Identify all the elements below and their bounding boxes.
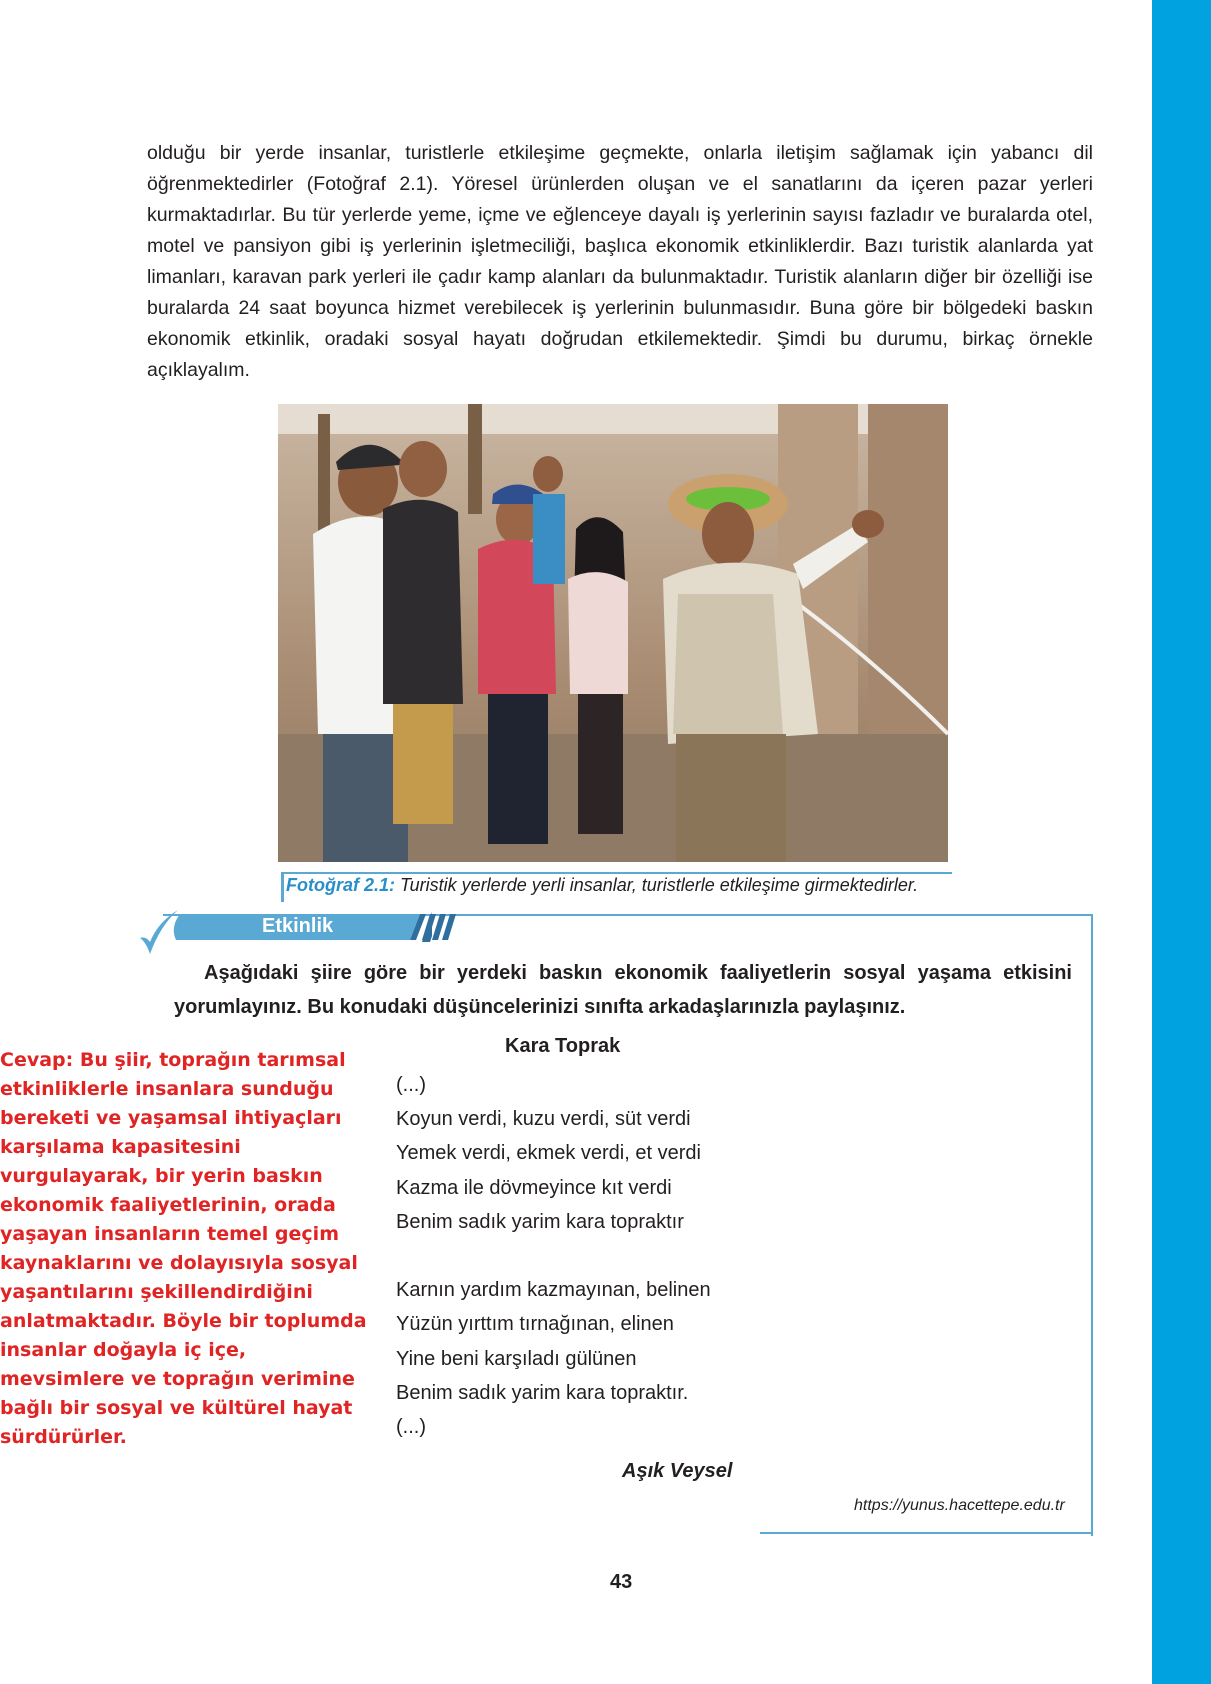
poem-line: Koyun verdi, kuzu verdi, süt verdi: [396, 1108, 691, 1131]
poem-line: (...): [396, 1415, 426, 1438]
activity-label: Etkinlik: [262, 915, 334, 937]
poem-line: Benim sadık yarim kara topraktır.: [396, 1381, 689, 1404]
checkmark-icon: [138, 908, 180, 956]
poem-line: Yemek verdi, ekmek verdi, et verdi: [396, 1142, 701, 1165]
caption-text: Turistik yerlerde yerli insanlar, turistlerle etkileşime girmektedirler.: [395, 875, 919, 895]
poem-line: Yine beni karşıladı gülünen: [396, 1347, 637, 1370]
poem-title: Kara Toprak: [505, 1035, 621, 1057]
page-side-band: [1152, 0, 1211, 1684]
photo-caption: [286, 875, 918, 896]
activity-question: Aşağıdaki şiire göre bir yerdeki baskın ekonomik faaliyetlerin sosyal yaşama etkisini yorumlayınız. Bu konudaki düşüncelerinizi sınıfta arkadaşlarınızla paylaşınız.: [174, 962, 1072, 1018]
poem-line: (...): [396, 1074, 426, 1096]
poem-author: Aşık Veysel: [622, 1460, 733, 1482]
caption-label: Fotoğraf 2.1:: [286, 875, 396, 895]
poem-line: Karnın yardım kazmayınan, belinen: [396, 1279, 711, 1302]
activity-tab-stripes: [422, 912, 462, 942]
poem-lines: [396, 1068, 711, 1444]
poem-line: Benim sadık yarim kara topraktır: [396, 1210, 684, 1233]
poem-line: [396, 1239, 711, 1273]
source-url: https://yunus.hacettepe.edu.tr: [854, 1497, 1065, 1514]
answer-text: Cevap: Bu şiir, toprağın tarımsal etkinliklerle insanlara sunduğu bereketi ve yaşamsal ihtiyaçları karşılama kapasitesini vurgulayarak, bir yerin baskın ekonomik faaliyetlerinin, orada yaşayan insanların temel geçim kaynaklarını ve dolayısıyla sosyal yaşantılarını şekillendirdiğini anlatmaktadır. Böyle bir toplumda insanlar doğayla iç içe, mevsimlere ve toprağın verimine bağlı bir sosyal ve kültürel hayat sürdürürler.: [0, 1049, 367, 1448]
page-number: 43: [610, 1571, 633, 1593]
body-paragraph: olduğu bir yerde insanlar, turistlerle etkileşime geçmekte, onlarla iletişim sağlamak için yabancı dil öğrenmektedirler (Fotoğraf 2.1). Yöresel ürünlerden oluşan ve el sanatlarını da içeren pazar yerleri kurmaktadırlar. Bu tür yerlerde yeme, içme ve eğlenceye dayalı iş yerlerinin sayısı fazladır ve buralarda otel, motel ve pansiyon gibi iş yerlerinin işletmeciliği, başlıca ekonomik etkinliklerdir. Bazı turistik alanlarda yat limanları, karavan park yerleri ile çadır kamp alanları da bulunmaktadır. Turistik alanların diğer bir özelliği ise buralarda 24 saat boyunca hizmet verebilecek iş yerlerinin bulunmasıdır. Buna göre bir bölgedeki baskın ekonomik etkinlik, oradaki sosyal hayatı doğrudan etkilemektedir. Şimdi bu durumu, birkaç örnekle açıklayalım.: [147, 142, 1093, 381]
poem-line: Kazma ile dövmeyince kıt verdi: [396, 1176, 672, 1199]
activity-frame-bottom: [760, 1532, 1093, 1534]
poem-line: Yüzün yırttım tırnağınan, elinen: [396, 1313, 674, 1336]
tourist-guide-photo: [278, 404, 948, 862]
